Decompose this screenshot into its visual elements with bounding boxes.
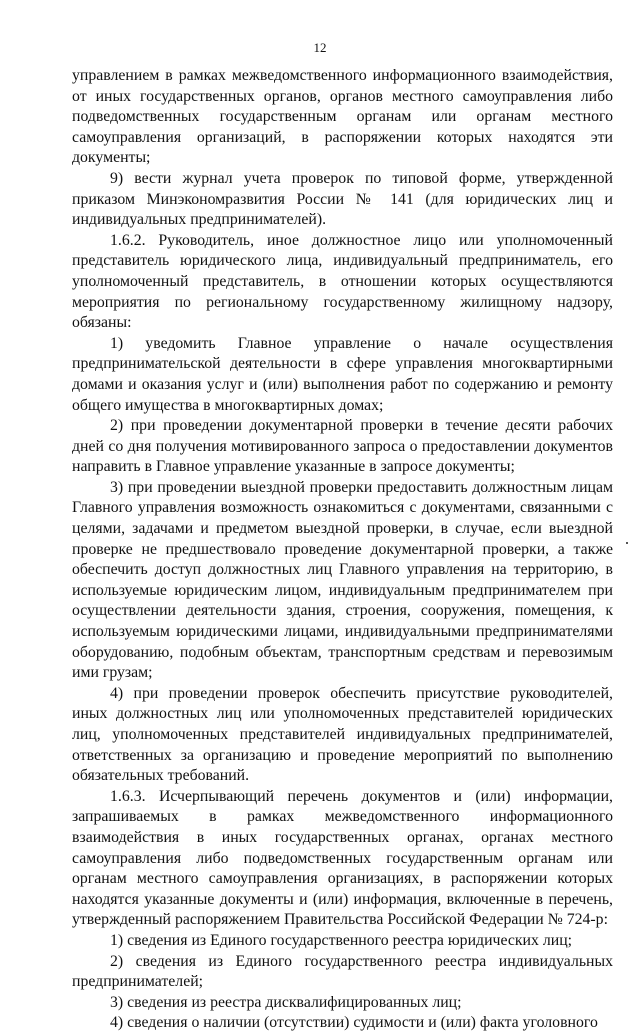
paragraph-continuation: управлением в рамках межведомственного информационного взаимодействия, от иных государственных органов, органов местного самоуправления либо подведомственных государственным органам или органам местного самоуправления организаций, в распоряжении которых находятся эти документы; [72, 67, 613, 167]
page-number: 12 [313, 40, 327, 55]
section-1-6-3: 1.6.3. Исчерпывающий перечень документов и (или) информации, запрашиваемых в рамках межведомственного информационного взаимодействия в иных государственных органах, органах местного самоуправления либо подведомственных государственным органам или органам местного самоуправления организациях, в распоряжении которых находятся указанные документы и (или) информация, включенные в перечень, утвержденный распоряжением Правительства Российской Федерации № 724-р: [72, 787, 613, 929]
section-1-6-2: 1.6.2. Руководитель, иное должностное лицо или уполномоченный представитель юридического лица, индивидуальный предприниматель, его уполномоченный представитель, в отношении которых осуществляются мероприятия по региональному государственному жилищному надзору, обязаны: [72, 231, 613, 332]
list-item-4-criminal-record: 4) сведения о наличии (отсутствии) судимости и (или) факта уголовного [110, 1014, 598, 1032]
margin-mark [626, 542, 628, 544]
list-item-2-documentary-check: 2) при проведении документарной проверки в течение десяти рабочих дней со дня получения мотивированного запроса о предоставлении документов направить в Главное управление указанные в запросе документы; [72, 417, 613, 476]
list-item-3-onsite-check: 3) при проведении выездной проверки предоставить должностным лицам Главного управления возможность ознакомиться с документами, связанными с целями, задачами и предметом выездной проверки, в случае, если выездной проверке не предшествовало проведение документарной проверки, а также обеспечить доступ должностных лиц Главного управления на территорию, в используемые юридическим лицом, индивидуальным предпринимателем при осуществлении деятельности здания, строения, сооружения, помещения, к используемым юридическими лицами, индивидуальными предпринимателями оборудованию, подобным объектам, транспортным средствам и перевозимым ими грузам; [72, 478, 613, 682]
document-body [72, 66, 613, 1034]
list-item-2-entrepreneurs: 2) сведения из Единого государственного реестра индивидуальных предпринимателей; [72, 952, 613, 991]
list-item-4-presence: 4) при проведении проверок обеспечить присутствие руководителей, иных должностных лиц или уполномоченных представителей юридических лиц, уполномоченных представителей индивидуальных предпринимателей, ответственных за организацию и проведение мероприятий по выполнению обязательных требований. [72, 684, 613, 785]
list-item-1-legal-entities: 1) сведения из Единого государственного реестра юридических лиц; [110, 931, 573, 949]
list-item-9: 9) вести журнал учета проверок по типовой форме, утвержденной приказом Минэкономразвития России № 141 (для юридических лиц и индивидуальных предпринимателей). [72, 169, 613, 229]
list-item-1-notify: 1) уведомить Главное управление о начале осуществления предпринимательской деятельности в сфере управления многоквартирными домами и оказания услуг и (или) выполнения работ по содержанию и ремонту общего имущества в многоквартирных домах; [72, 334, 613, 414]
list-item-3-disqualified: 3) сведения из реестра дисквалифицированных лиц; [110, 993, 462, 1011]
